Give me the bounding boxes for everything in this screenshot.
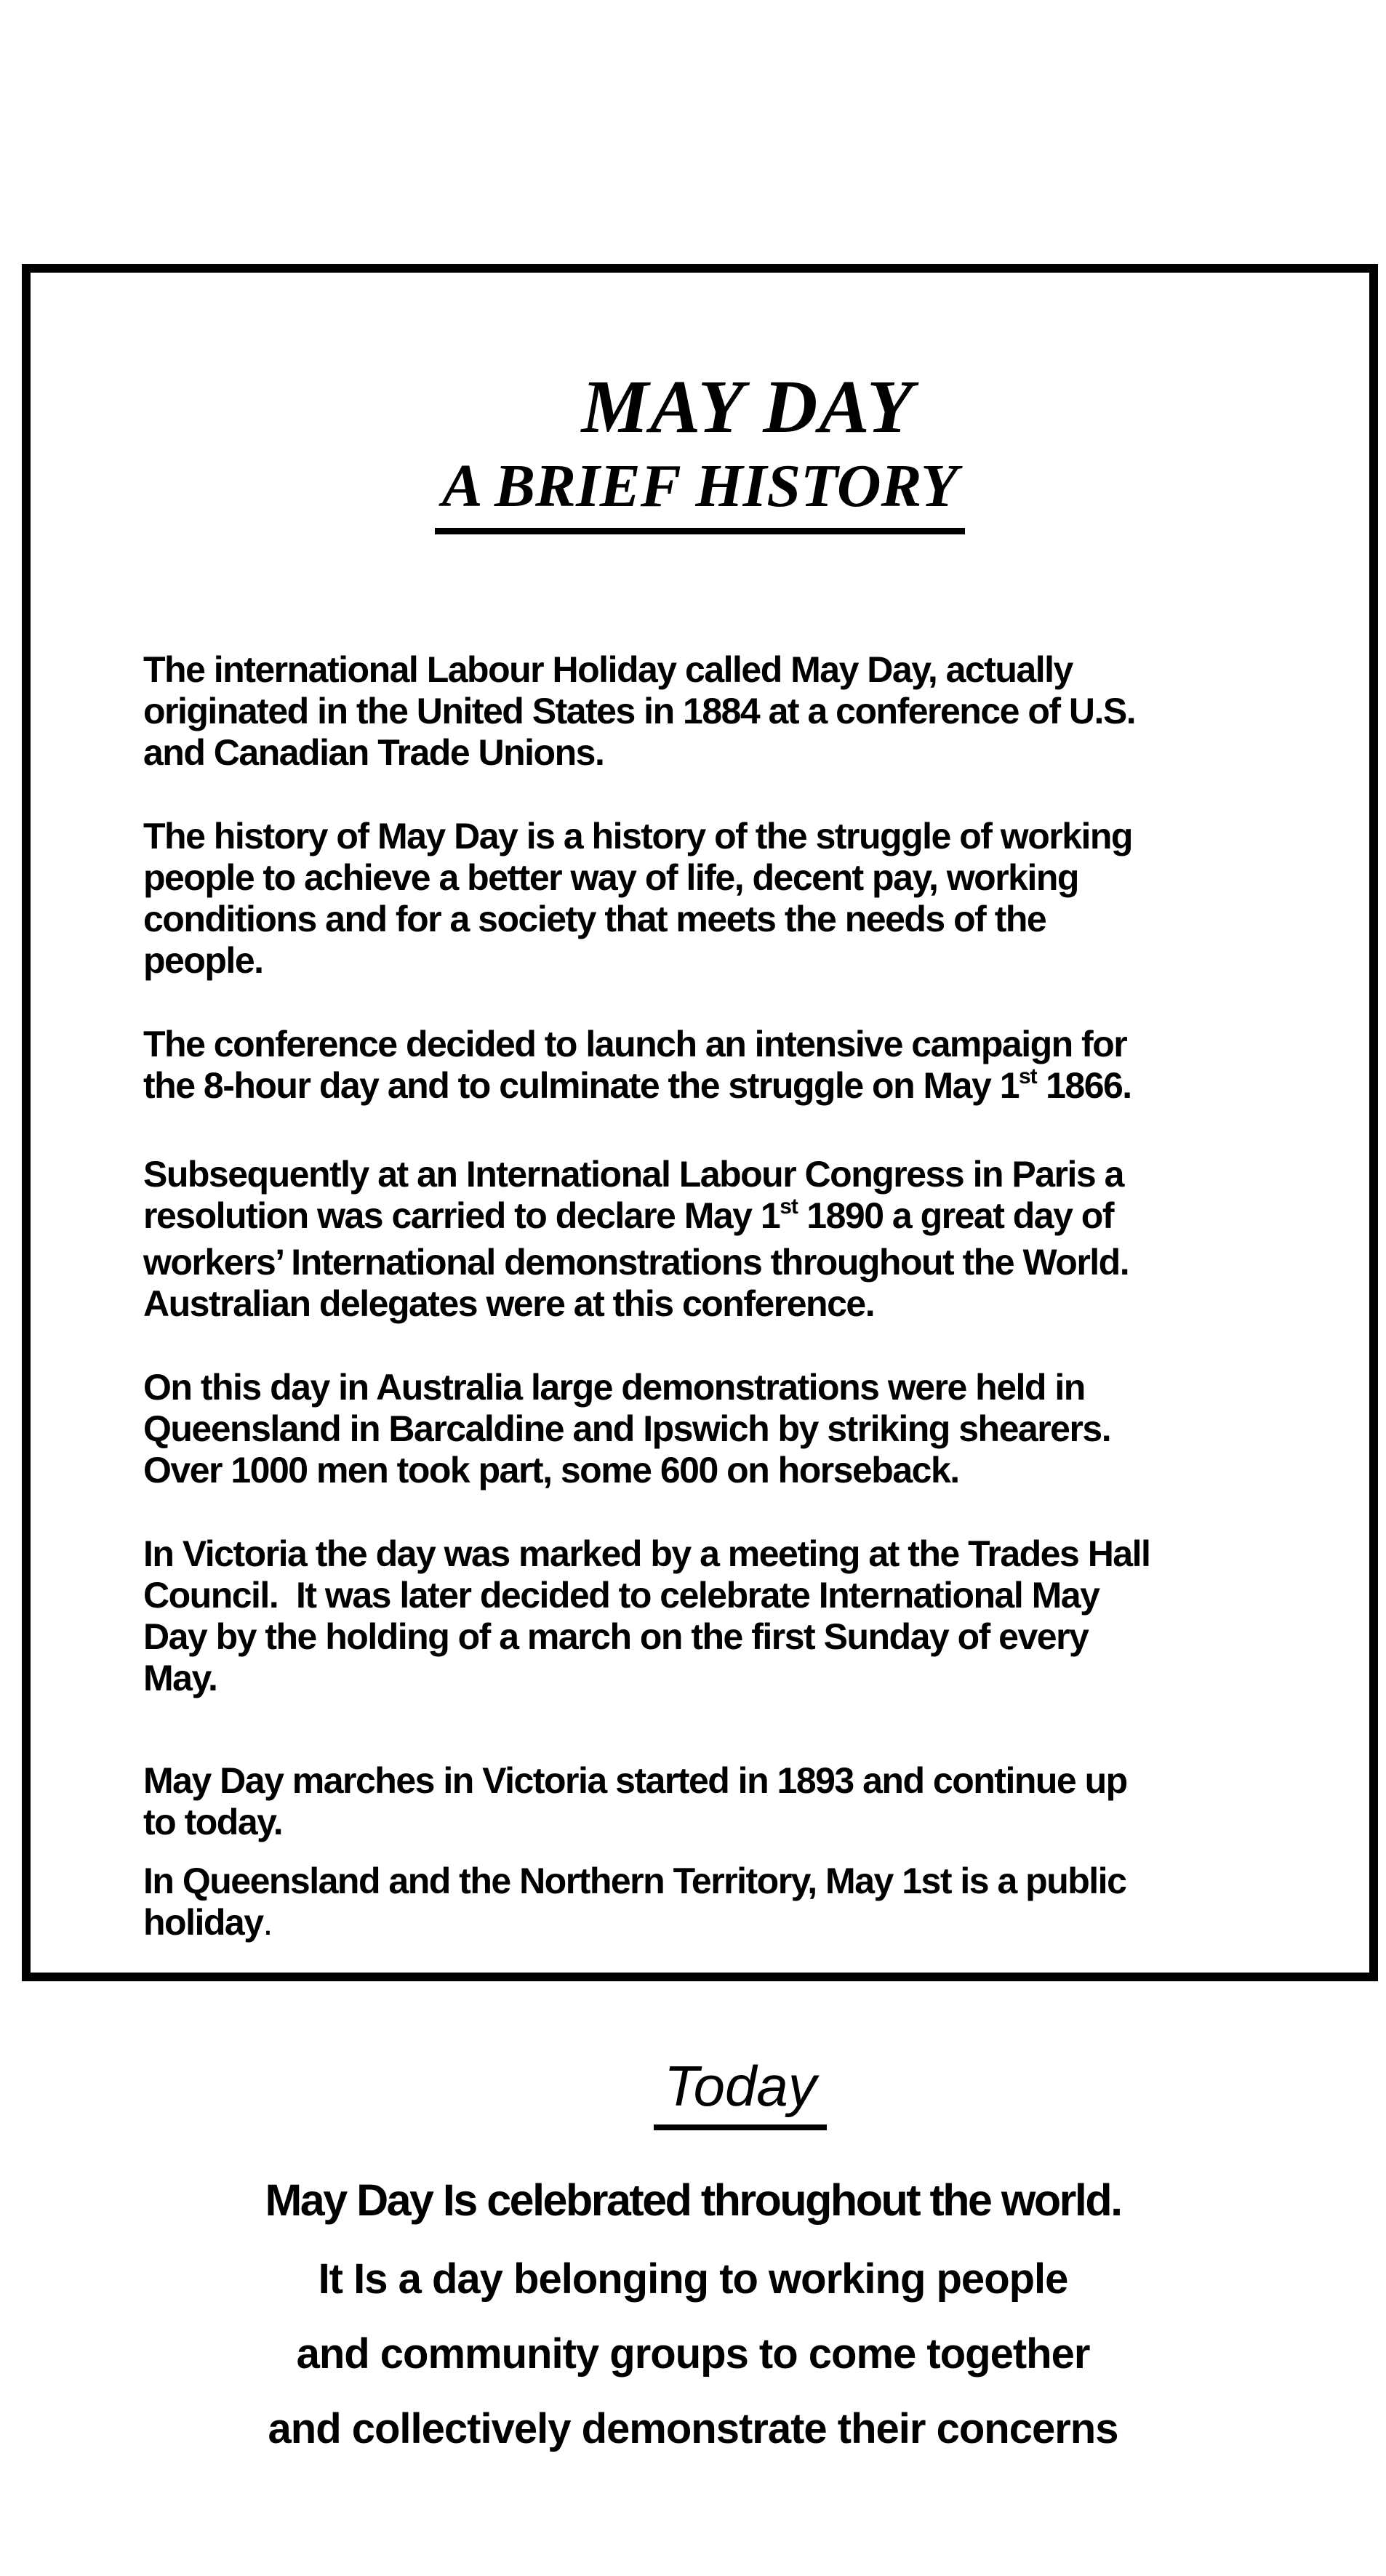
today-line: and community groups to come together bbox=[296, 2330, 1090, 2378]
text-segment: On this day in Australia large demonstrations were held in bbox=[143, 1366, 1085, 1408]
history-paragraph bbox=[143, 1367, 1326, 1491]
paragraph-line bbox=[143, 1658, 1326, 1699]
text-segment: Over 1000 men took part, some 600 on horseback. bbox=[143, 1449, 959, 1490]
text-segment: people to achieve a better way of life, decent pay, working bbox=[143, 856, 1078, 898]
subtitle-underlined-text: A BRIEF HISTORY bbox=[435, 452, 966, 534]
text-segment: resolution was carried to declare May 1 bbox=[143, 1195, 780, 1236]
paragraph-line bbox=[143, 1450, 1326, 1491]
text-segment: In Queensland and the Northern Territory, May 1st is a public bbox=[143, 1860, 1126, 1901]
paragraph-line bbox=[143, 1024, 1326, 1065]
paragraph-line bbox=[143, 1154, 1326, 1195]
paragraph-line bbox=[143, 1242, 1326, 1283]
paragraph-line bbox=[143, 1802, 1326, 1843]
paragraph-line bbox=[143, 899, 1326, 940]
paragraph-line bbox=[143, 857, 1326, 899]
text-segment: The international Labour Holiday called May Day, actually bbox=[143, 649, 1073, 690]
subtitle bbox=[31, 452, 1369, 534]
history-paragraph bbox=[143, 1533, 1326, 1699]
superscript-ordinal: st bbox=[1019, 1064, 1037, 1088]
history-paragraph bbox=[143, 649, 1326, 774]
text-segment: Day by the holding of a march on the first Sunday of every bbox=[143, 1616, 1089, 1657]
text-segment: originated in the United States in 1884 at a conference of U.S. bbox=[143, 690, 1136, 731]
text-segment: Queensland in Barcaldine and Ipswich by striking shearers. bbox=[143, 1408, 1111, 1449]
today-heading-underlined-text: Today bbox=[654, 2058, 827, 2130]
paragraph-line bbox=[143, 1408, 1326, 1450]
text-segment: conditions and for a society that meets the needs of the bbox=[143, 898, 1046, 939]
paragraph-line bbox=[143, 1283, 1326, 1325]
today-intro-line: May Day Is celebrated throughout the world. bbox=[265, 2175, 1121, 2225]
today-line: It Is a day belonging to working people bbox=[318, 2255, 1068, 2303]
text-segment: May Day marches in Victoria started in 1893 and continue up bbox=[143, 1760, 1127, 1801]
text-segment: In Victoria the day was marked by a meeting at the Trades Hall bbox=[143, 1533, 1150, 1574]
paragraph-line bbox=[143, 1861, 1326, 1902]
text-segment: The conference decided to launch an intensive campaign for bbox=[143, 1023, 1127, 1064]
today-section bbox=[0, 2054, 1386, 2466]
paragraph-line bbox=[143, 940, 1326, 982]
text-segment: Subsequently at an International Labour Congress in Paris a bbox=[143, 1153, 1123, 1195]
history-paragraph bbox=[143, 1861, 1326, 1943]
history-box bbox=[22, 264, 1378, 1981]
text-segment: 1890 a great day of bbox=[797, 1195, 1114, 1236]
history-paragraph bbox=[143, 1760, 1326, 1843]
today-heading bbox=[0, 2054, 1386, 2130]
text-segment: workers’ International demonstrations throughout the World. bbox=[143, 1241, 1129, 1283]
history-paragraphs bbox=[143, 649, 1326, 1943]
paragraph-line bbox=[143, 1902, 1326, 1943]
text-segment: 1866. bbox=[1036, 1064, 1131, 1106]
paragraph-line bbox=[143, 1533, 1326, 1575]
text-segment: May. bbox=[143, 1657, 217, 1698]
text-segment: and Canadian Trade Unions. bbox=[143, 731, 604, 773]
text-segment: . bbox=[263, 1901, 272, 1943]
superscript-ordinal: st bbox=[780, 1194, 798, 1219]
paragraph-line bbox=[143, 816, 1326, 857]
today-lines bbox=[0, 2242, 1386, 2466]
paragraph-line bbox=[143, 1616, 1326, 1658]
paragraph-line bbox=[143, 1195, 1326, 1242]
paragraph-line bbox=[143, 649, 1326, 691]
paragraph-line bbox=[143, 732, 1326, 774]
text-segment: holiday bbox=[143, 1901, 263, 1943]
text-segment: Council. It was later decided to celebrate International May bbox=[143, 1574, 1099, 1616]
history-paragraph bbox=[143, 1024, 1326, 1112]
today-line: and collectively demonstrate their concerns bbox=[268, 2405, 1118, 2452]
main-title: MAY DAY bbox=[581, 365, 915, 449]
text-segment: to today. bbox=[143, 1801, 283, 1842]
paragraph-line bbox=[143, 691, 1326, 732]
text-segment: The history of May Day is a history of the struggle of working bbox=[143, 815, 1132, 856]
paragraph-line bbox=[143, 1575, 1326, 1616]
paragraph-line bbox=[143, 1760, 1326, 1802]
paragraph-line bbox=[143, 1065, 1326, 1112]
history-paragraph bbox=[143, 816, 1326, 982]
text-segment: people. bbox=[143, 939, 263, 981]
history-paragraph bbox=[143, 1154, 1326, 1325]
paragraph-line bbox=[143, 1367, 1326, 1408]
text-segment: Australian delegates were at this conference. bbox=[143, 1283, 875, 1324]
text-segment: the 8-hour day and to culminate the struggle on May 1 bbox=[143, 1064, 1019, 1106]
